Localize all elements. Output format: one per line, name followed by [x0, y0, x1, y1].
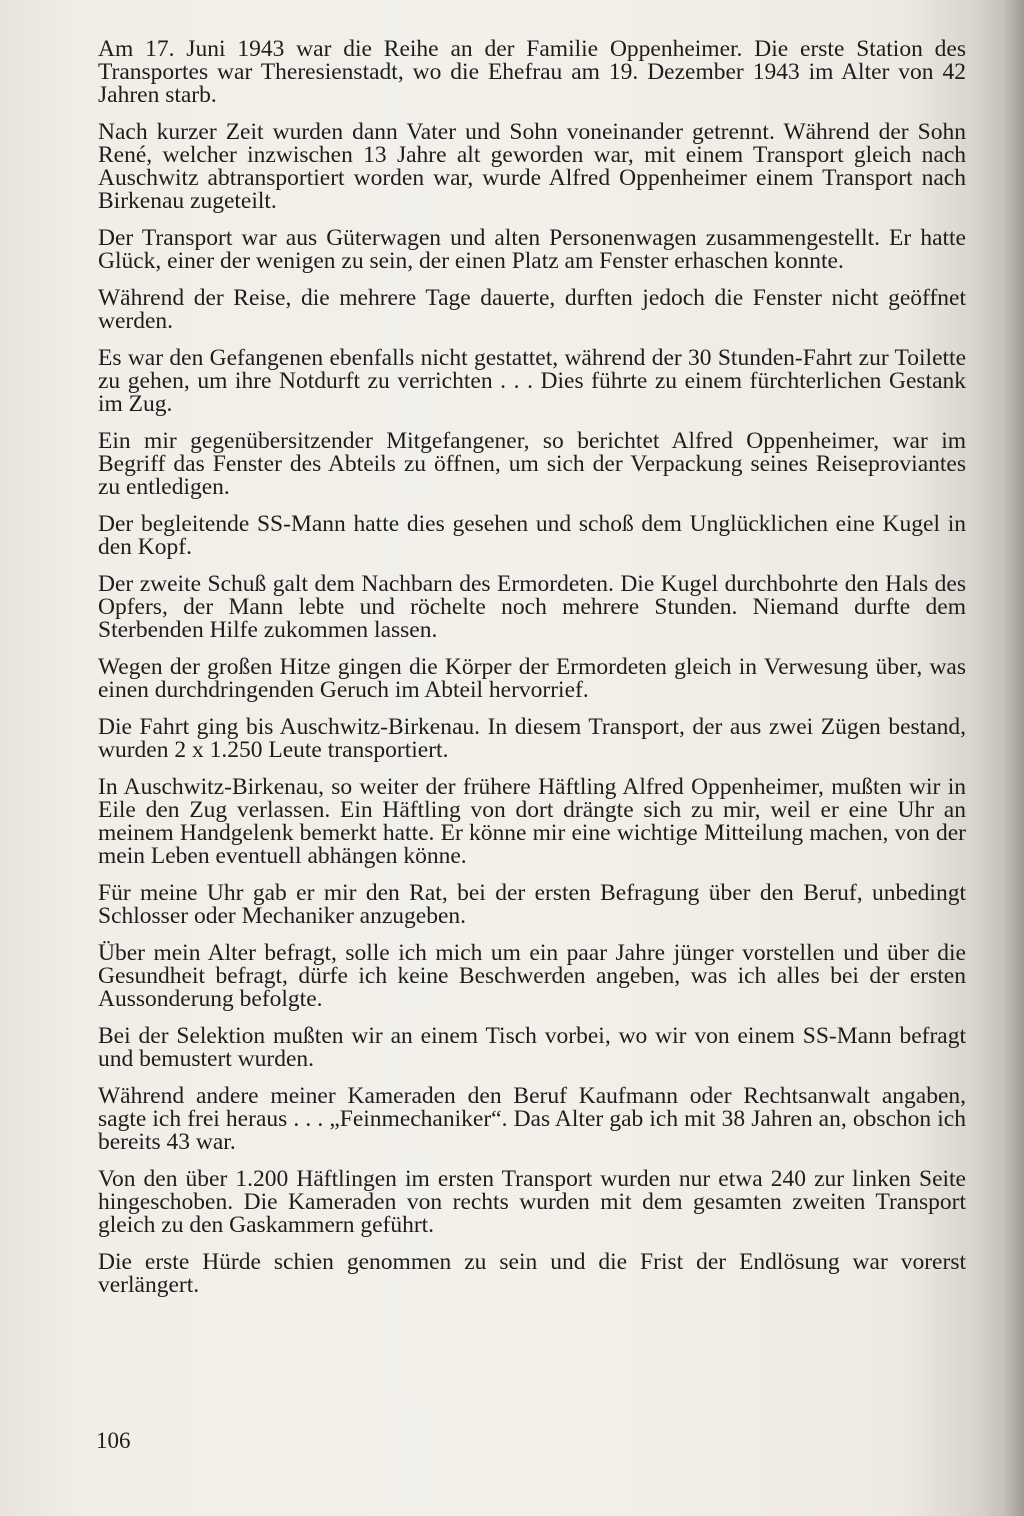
paragraph: Während der Reise, die mehrere Tage dauerte, durften jedoch die Fenster nicht geöffnet werden.: [98, 285, 966, 334]
paragraph: Der Transport war aus Güterwagen und alten Personenwagen zusammengestellt. Er hatte Glück, einer der wenigen zu sein, der einen Platz am Fenster erhaschen konnte.: [98, 225, 966, 274]
paragraph: Am 17. Juni 1943 war die Reihe an der Familie Oppenheimer. Die erste Station des Transportes war Theresienstadt, wo die Ehefrau am 19. Dezember 1943 im Alter von 42 Jahren starb.: [98, 36, 966, 108]
page-number: 106: [96, 1428, 131, 1453]
paragraph: Über mein Alter befragt, solle ich mich um ein paar Jahre jünger vorstellen und über die Gesundheit befragt, dürfe ich keine Beschwerden angeben, was ich alles bei der ersten Aussonderung befolgte.: [98, 940, 966, 1012]
paragraph: Während andere meiner Kameraden den Beruf Kaufmann oder Rechtsanwalt angaben, sagte ich frei heraus . . . „Feinmechaniker“. Das Alter gab ich mit 38 Jahren an, obschon ich bereits 43 war.: [98, 1083, 966, 1155]
book-spine-shadow: [988, 0, 1024, 1516]
body-text: [98, 38, 966, 1311]
paragraph: Bei der Selektion mußten wir an einem Tisch vorbei, wo wir von einem SS-Mann befragt und bemustert wurden.: [98, 1023, 966, 1072]
paragraph: Der begleitende SS-Mann hatte dies gesehen und schoß dem Unglücklichen eine Kugel in den Kopf.: [98, 511, 966, 560]
paragraph: Es war den Gefangenen ebenfalls nicht gestattet, während der 30 Stunden-Fahrt zur Toilette zu gehen, um ihre Notdurft zu verrichten . . . Dies führte zu einem fürchterlichen Gestank im Zug.: [98, 345, 966, 417]
paragraph: Die erste Hürde schien genommen zu sein und die Frist der Endlösung war vorerst verlängert.: [98, 1249, 966, 1298]
paragraph: Der zweite Schuß galt dem Nachbarn des Ermordeten. Die Kugel durchbohrte den Hals des Opfers, der Mann lebte und röchelte noch mehrere Stunden. Niemand durfte dem Sterbenden Hilfe zukommen lassen.: [98, 571, 966, 643]
paragraph: Von den über 1.200 Häftlingen im ersten Transport wurden nur etwa 240 zur linken Seite hingeschoben. Die Kameraden von rechts wurden mit dem gesamten zweiten Transport gleich zu den Gaskammern geführt.: [98, 1166, 966, 1238]
paragraph: Ein mir gegenübersitzender Mitgefangener, so berichtet Alfred Oppenheimer, war im Begriff das Fenster des Abteils zu öffnen, um sich der Verpackung seines Reiseproviantes zu entledigen.: [98, 428, 966, 500]
paragraph: Die Fahrt ging bis Auschwitz-Birkenau. In diesem Transport, der aus zwei Zügen bestand, wurden 2 x 1.250 Leute transportiert.: [98, 714, 966, 763]
paragraph: Wegen der großen Hitze gingen die Körper der Ermordeten gleich in Verwesung über, was einen durchdringenden Geruch im Abteil hervorrief.: [98, 654, 966, 703]
paragraph: Nach kurzer Zeit wurden dann Vater und Sohn voneinander getrennt. Während der Sohn René, welcher inzwischen 13 Jahre alt geworden war, mit einem Transport gleich nach Auschwitz abtransportiert worden war, wurde Alfred Oppenheimer einem Transport nach Birkenau zugeteilt.: [98, 119, 966, 214]
paragraph: In Auschwitz-Birkenau, so weiter der frühere Häftling Alfred Oppenheimer, mußten wir in Eile den Zug verlassen. Ein Häftling von dort drängte sich zu mir, weil er eine Uhr an meinem Handgelenk bemerkt hatte. Er könne mir eine wichtige Mitteilung machen, von der mein Leben eventuell abhängen könne.: [98, 774, 966, 869]
paragraph: Für meine Uhr gab er mir den Rat, bei der ersten Befragung über den Beruf, unbedingt Schlosser oder Mechaniker anzugeben.: [98, 880, 966, 929]
